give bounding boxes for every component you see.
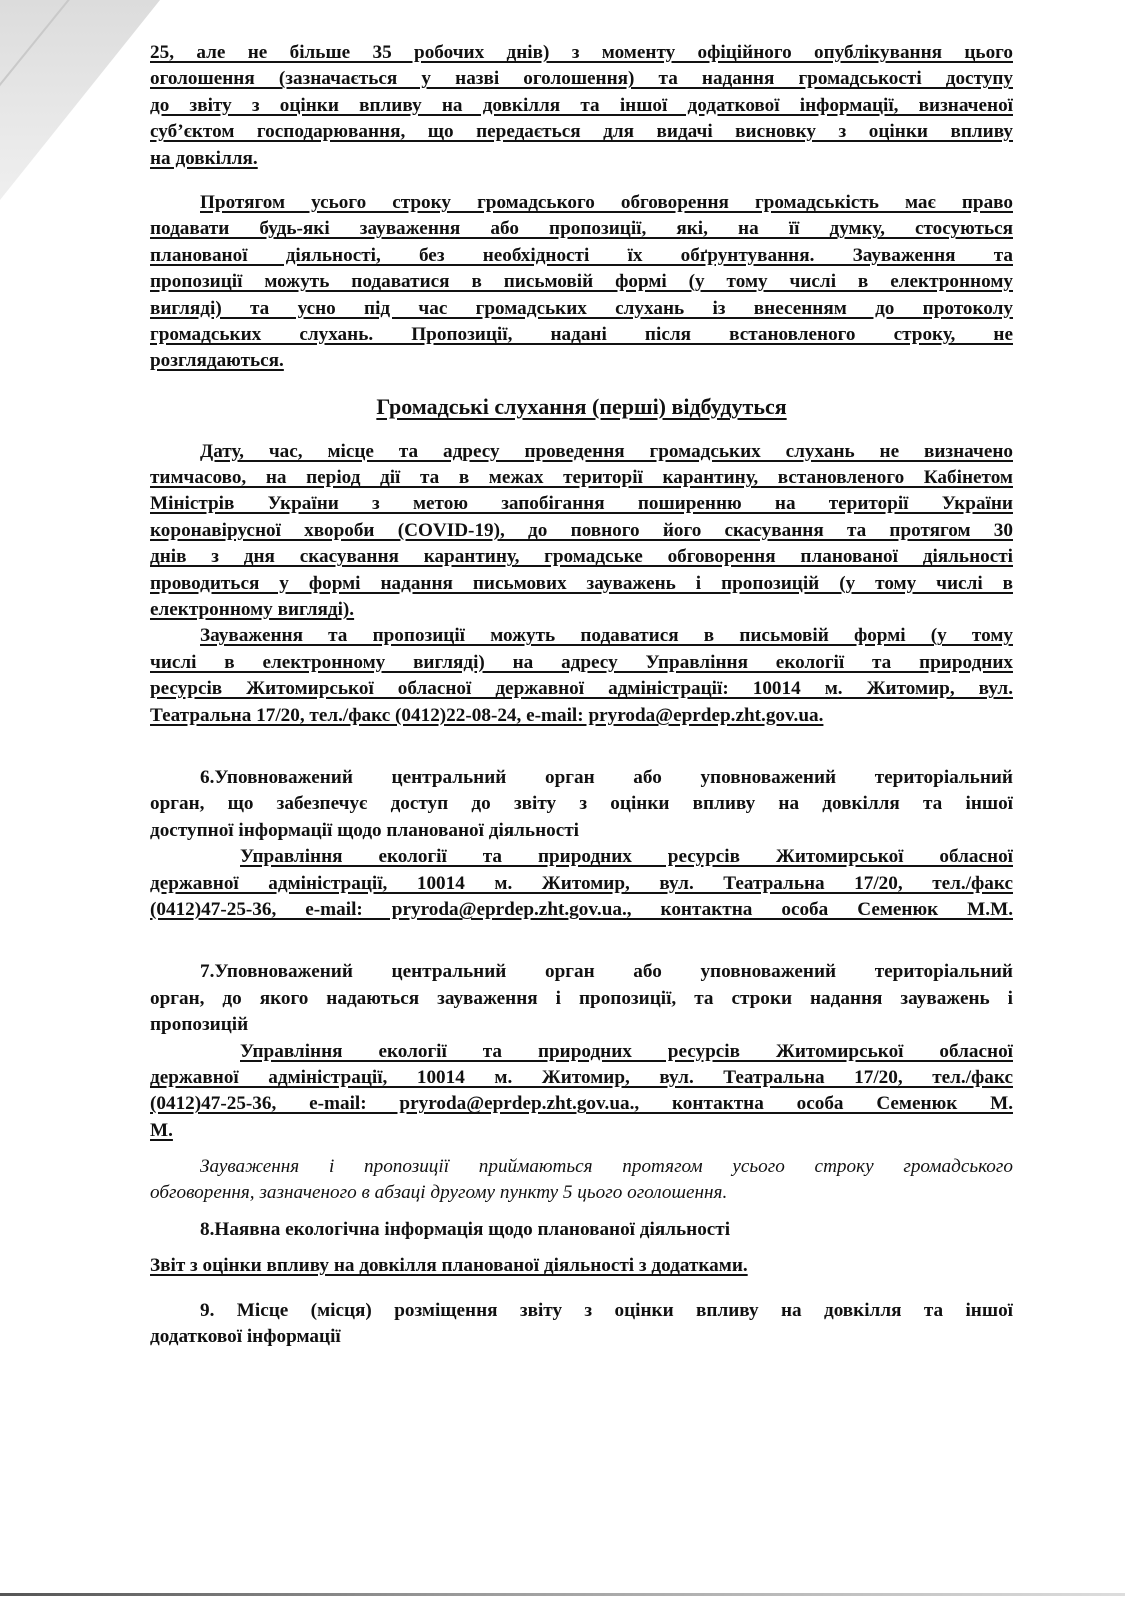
- paragraph-hearing-date: [150, 439, 1013, 624]
- scan-bottom-edge: [0, 1593, 1125, 1596]
- section-8-body: Звіт з оцінки впливу на довкілля планованої діяльності з додатками.: [150, 1255, 748, 1277]
- text-line: тимчасово, на період дії та в межах території карантину, встановленого Кабінетом: [150, 467, 1013, 489]
- scan-page-fold: [0, 0, 160, 200]
- text-line: Театральна 17/20, тел./факс (0412)22-08-24, e-mail: pryroda@eprdep.zht.gov.ua.: [150, 704, 824, 726]
- text-line: розглядаються.: [150, 350, 284, 372]
- text-line: Управління екології та природних ресурсів Житомирської обласної: [240, 1040, 1013, 1062]
- section-title-line: орган, до якого надаються зауваження і пропозиції, та строки надання зауважень і: [150, 987, 1013, 1009]
- section-8: [150, 1217, 1013, 1280]
- text-line: Дату, час, місце та адресу проведення громадських слухань не визначено: [200, 440, 1013, 462]
- text-line: електронному вигляді).: [150, 599, 355, 621]
- text-line: (0412)47-25-36, e-mail: pryroda@eprdep.zht.gov.ua., контактна особа Семенюк М.М.: [150, 898, 1013, 920]
- text-line: днів з дня скасування карантину, громадське обговорення планованої діяльності: [150, 546, 1013, 568]
- text-line: на довкілля.: [150, 147, 258, 169]
- text-line: М.: [150, 1119, 173, 1141]
- text-line: громадських слухань. Пропозиції, надані після встановленого строку, не: [150, 323, 1013, 345]
- text-line: оголошення (зазначається у назві оголошення) та надання громадськості доступу: [150, 68, 1013, 90]
- text-line: Зауваження та пропозиції можуть подаватися в письмовій формі (у тому: [200, 625, 1013, 647]
- text-line: державної адміністрації, 10014 м. Житомир, вул. Театральна 17/20, тел./факс: [150, 872, 1013, 894]
- section-title-line: 9. Місце (місця) розміщення звіту з оцінки впливу на довкілля та іншої: [200, 1299, 1013, 1321]
- section-title-line: 7.Уповноважений центральний орган або уповноважений територіальний: [200, 961, 1013, 983]
- text-line: коронавірусної хвороби (COVID-19), до повного його скасування та протягом 30: [150, 519, 1013, 541]
- text-line: (0412)47-25-36, e-mail: pryroda@eprdep.zht.gov.ua., контактна особа Семенюк М.: [150, 1093, 1013, 1115]
- section-title-line: доступної інформації щодо планованої діяльності: [150, 819, 580, 841]
- text-line: Управління екології та природних ресурсів Житомирської обласної: [240, 846, 1013, 868]
- document-page: [150, 40, 1013, 1350]
- hearings-heading: Громадські слухання (перші) відбудуться: [376, 393, 787, 419]
- paragraph-public-rights: [150, 190, 1013, 375]
- section-title-line: додаткової інформації: [150, 1326, 341, 1348]
- section-6: [150, 765, 1013, 923]
- paragraph-deadline: [150, 40, 1013, 172]
- text-line: Протягом усього строку громадського обговорення громадськість має право: [200, 191, 1013, 213]
- text-line: Міністрів України з метою запобігання поширенню на території України: [150, 493, 1013, 515]
- text-line: суб’єктом господарювання, що передається для видачі висновку з оцінки впливу: [150, 121, 1013, 143]
- text-line: вигляді) та усно під час громадських слухань із внесенням до протоколу: [150, 297, 1013, 319]
- section-title: 8.Наявна екологічна інформація щодо планованої діяльності: [200, 1218, 731, 1240]
- section-title-line: 6.Уповноважений центральний орган або уповноважений територіальний: [200, 766, 1013, 788]
- section-9: [150, 1298, 1013, 1351]
- text-line: проводиться у формі надання письмових зауважень і пропозицій (у тому числі в: [150, 572, 1013, 594]
- note-line: обговорення, зазначеного в абзаці другому пункту 5 цього оголошення.: [150, 1182, 728, 1204]
- text-line: планованої діяльності, без необхідності їх обґрунтування. Зауваження та: [150, 244, 1013, 266]
- section-7: [150, 959, 1013, 1207]
- text-line: подавати будь-які зауваження або пропозиції, які, на її думку, стосуються: [150, 218, 1013, 240]
- note-line: Зауваження і пропозиції приймаються протягом усього строку громадського: [200, 1156, 1013, 1178]
- section-title-line: пропозицій: [150, 1014, 249, 1036]
- text-line: державної адміністрації, 10014 м. Житомир, вул. Театральна 17/20, тел./факс: [150, 1066, 1013, 1088]
- paragraph-submission-address: [150, 623, 1013, 729]
- text-line: до звіту з оцінки впливу на довкілля та іншої додаткової інформації, визначеної: [150, 94, 1013, 116]
- text-line: пропозиції можуть подаватися в письмовій формі (у тому числі в електронному: [150, 271, 1013, 293]
- section-title-line: орган, що забезпечує доступ до звіту з оцінки впливу на довкілля та іншої: [150, 793, 1013, 815]
- text-line: 25, але не більше 35 робочих днів) з моменту офіційного опублікування цього: [150, 42, 1013, 63]
- text-line: числі в електронному вигляді) на адресу Управління екології та природних: [150, 651, 1013, 673]
- text-line: ресурсів Житомирської обласної державної адміністрації: 10014 м. Житомир, вул.: [150, 678, 1013, 700]
